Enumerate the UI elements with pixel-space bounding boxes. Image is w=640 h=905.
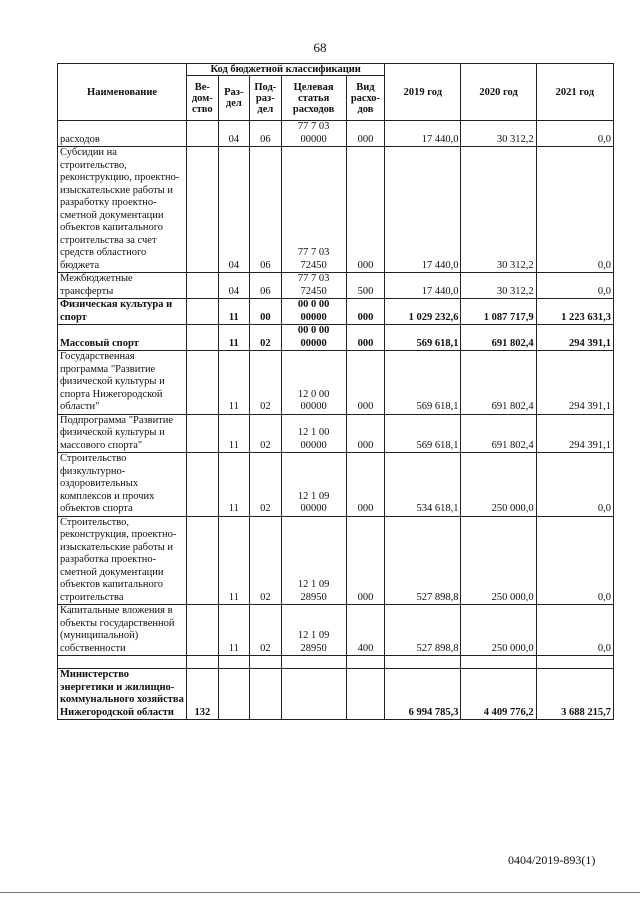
cell-v2019: 527 898,8 [385,605,461,656]
cell-ved [187,414,219,453]
cell-name: Министерство энергетики и жилищно-коммунального хозяйства Нижегородской области [58,669,187,720]
col-header-ved: Ве-дом-ство [187,76,219,121]
cell-pr: 02 [250,414,282,453]
cell-v2020: 30 312,2 [461,273,536,299]
spacer-cell [536,656,613,669]
cell-v2020: 691 802,4 [461,325,536,351]
col-header-2019: 2019 год [385,64,461,121]
budget-table [57,63,614,720]
cell-vr: 000 [346,121,385,147]
cell-ved: 132 [187,669,219,720]
cell-v2021: 0,0 [536,605,613,656]
col-header-podrazdel: Под-раз-дел [250,76,282,121]
cell-vr: 000 [346,414,385,453]
cell-rz: 11 [218,325,250,351]
spacer-cell [58,656,187,669]
table-row [58,669,614,720]
cell-v2020: 691 802,4 [461,351,536,415]
cell-ved [187,605,219,656]
col-header-celevaya: Целевая статья расходов [281,76,346,121]
cell-v2020: 30 312,2 [461,121,536,147]
cell-name: Межбюджетные трансферты [58,273,187,299]
table-row [58,121,614,147]
cell-vr: 000 [346,351,385,415]
cell-cs: 12 1 09 00000 [281,453,346,517]
cell-rz: 11 [218,453,250,517]
cell-name: Субсидии на строительство, реконструкцию, проектно-изыскательские работы и разработку проектно-сметной документации объектов капитального строительства за счет средств областного бюджета [58,147,187,273]
cell-ved [187,516,219,605]
cell-cs: 77 7 03 72450 [281,273,346,299]
page-number: 68 [313,40,327,55]
table-row [58,299,614,325]
bottom-rule [0,892,640,893]
cell-ved [187,273,219,299]
cell-ved [187,121,219,147]
cell-name: Государственная программа "Развитие физической культуры и спорта Нижегородской области" [58,351,187,415]
spacer-cell [461,656,536,669]
table-row [58,414,614,453]
cell-rz: 04 [218,121,250,147]
col-header-2020: 2020 год [461,64,536,121]
cell-cs [281,669,346,720]
col-header-2021: 2021 год [536,64,613,121]
cell-pr: 02 [250,325,282,351]
cell-v2021: 3 688 215,7 [536,669,613,720]
cell-v2019: 17 440,0 [385,121,461,147]
spacer-cell [218,656,250,669]
cell-v2019: 17 440,0 [385,273,461,299]
cell-pr: 02 [250,351,282,415]
cell-rz [218,669,250,720]
table-row [58,605,614,656]
col-header-vid: Вид расхо-дов [346,76,385,121]
cell-v2021: 294 391,1 [536,351,613,415]
table-row [58,147,614,273]
cell-rz: 11 [218,516,250,605]
cell-pr: 06 [250,121,282,147]
spacer-row [58,656,614,669]
table-row [58,325,614,351]
cell-v2019: 569 618,1 [385,325,461,351]
cell-vr: 000 [346,299,385,325]
document-code: 0404/2019-893(1) [508,853,596,867]
cell-ved [187,453,219,517]
cell-ved [187,351,219,415]
cell-name: Подпрограмма "Развитие физической культуры и массового спорта" [58,414,187,453]
cell-vr: 000 [346,516,385,605]
cell-v2020: 4 409 776,2 [461,669,536,720]
cell-cs: 12 1 09 28950 [281,605,346,656]
cell-v2019: 527 898,8 [385,516,461,605]
cell-v2021: 0,0 [536,273,613,299]
cell-cs: 77 7 03 72450 [281,147,346,273]
cell-rz: 04 [218,147,250,273]
cell-v2021: 1 223 631,3 [536,299,613,325]
cell-cs: 12 1 00 00000 [281,414,346,453]
cell-cs: 12 0 00 00000 [281,351,346,415]
cell-name: Массовый спорт [58,325,187,351]
cell-vr: 000 [346,147,385,273]
cell-v2019: 6 994 785,3 [385,669,461,720]
cell-v2020: 250 000,0 [461,516,536,605]
cell-pr: 02 [250,605,282,656]
col-header-name: Наименование [58,64,187,121]
cell-v2019: 569 618,1 [385,351,461,415]
cell-pr [250,669,282,720]
cell-v2021: 0,0 [536,147,613,273]
cell-v2020: 691 802,4 [461,414,536,453]
cell-pr: 06 [250,147,282,273]
cell-name: расходов [58,121,187,147]
cell-v2021: 294 391,1 [536,325,613,351]
cell-ved [187,147,219,273]
cell-v2021: 0,0 [536,453,613,517]
cell-v2020: 250 000,0 [461,453,536,517]
cell-v2021: 294 391,1 [536,414,613,453]
cell-v2021: 0,0 [536,121,613,147]
cell-cs: 12 1 09 28950 [281,516,346,605]
table-row [58,453,614,517]
cell-pr: 00 [250,299,282,325]
spacer-cell [250,656,282,669]
cell-v2020: 250 000,0 [461,605,536,656]
cell-rz: 11 [218,605,250,656]
spacer-cell [385,656,461,669]
table-row [58,516,614,605]
cell-name: Строительство физкультурно-оздоровительных комплексов и прочих объектов спорта [58,453,187,517]
spacer-cell [281,656,346,669]
cell-rz: 11 [218,351,250,415]
cell-v2020: 30 312,2 [461,147,536,273]
cell-cs: 00 0 00 00000 [281,299,346,325]
table-row [58,351,614,415]
cell-rz: 11 [218,414,250,453]
cell-cs: 77 7 03 00000 [281,121,346,147]
col-header-razdel: Раз-дел [218,76,250,121]
cell-pr: 02 [250,516,282,605]
cell-ved [187,325,219,351]
cell-name: Строительство, реконструкция, проектно-изыскательские работы и разработка проектно-сметной документации объектов капитального строительства [58,516,187,605]
table-row [58,273,614,299]
cell-pr: 02 [250,453,282,517]
cell-rz: 11 [218,299,250,325]
cell-rz: 04 [218,273,250,299]
header-row-top [58,64,614,76]
cell-pr: 06 [250,273,282,299]
spacer-cell [187,656,219,669]
cell-vr: 000 [346,325,385,351]
cell-vr: 000 [346,453,385,517]
cell-v2019: 569 618,1 [385,414,461,453]
cell-vr [346,669,385,720]
cell-name: Капитальные вложения в объекты государственной (муниципальной) собственности [58,605,187,656]
cell-name: Физическая культура и спорт [58,299,187,325]
cell-vr: 400 [346,605,385,656]
cell-vr: 500 [346,273,385,299]
cell-v2021: 0,0 [536,516,613,605]
col-header-group: Код бюджетной классификации [187,64,385,76]
spacer-cell [346,656,385,669]
cell-v2019: 1 029 232,6 [385,299,461,325]
cell-v2020: 1 087 717,9 [461,299,536,325]
cell-v2019: 17 440,0 [385,147,461,273]
cell-cs: 00 0 00 00000 [281,325,346,351]
cell-v2019: 534 618,1 [385,453,461,517]
cell-ved [187,299,219,325]
